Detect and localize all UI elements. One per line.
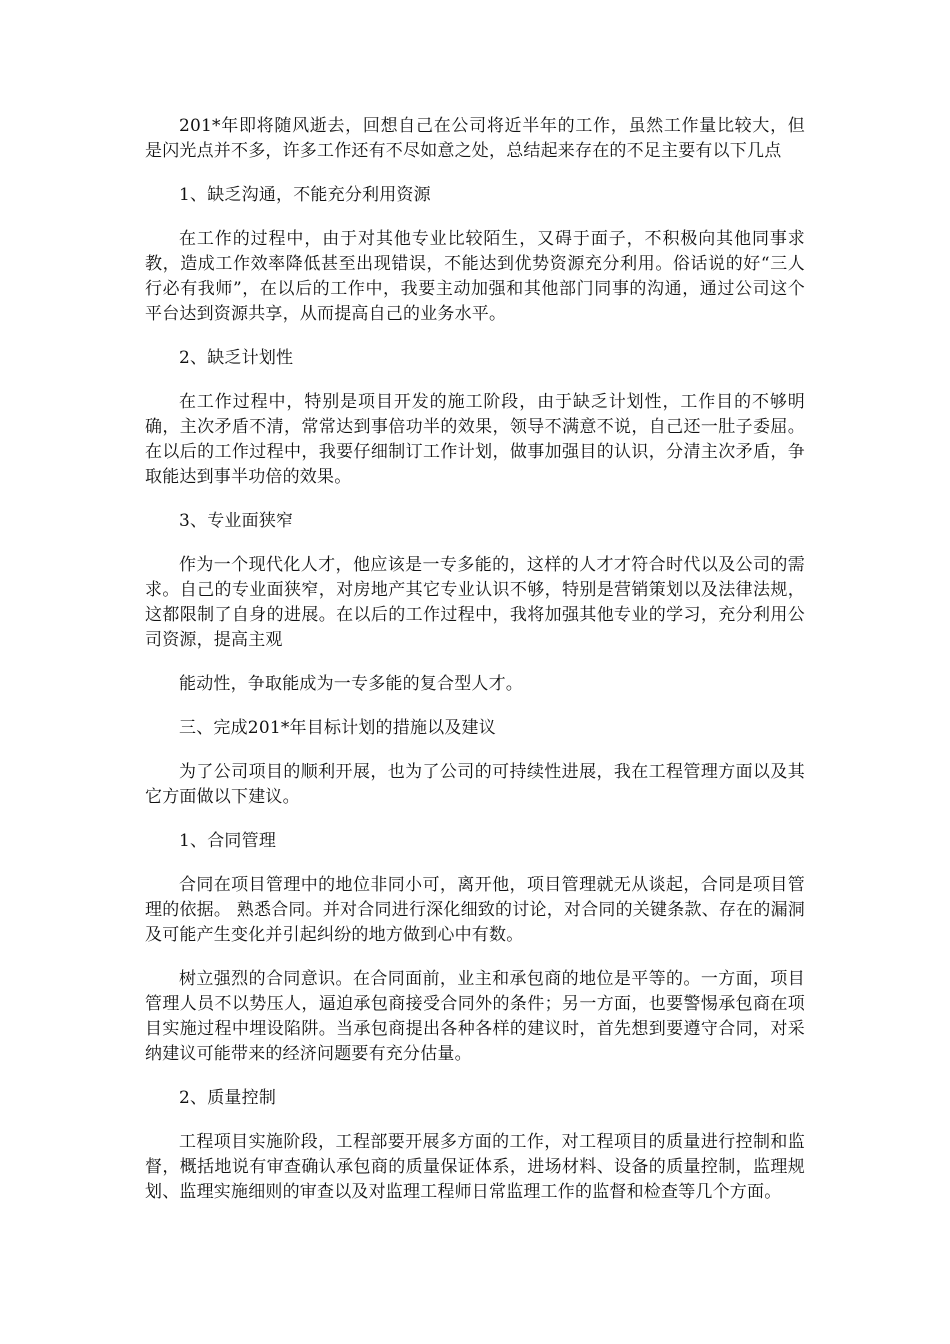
planning-paragraph: 在工作过程中，特别是项目开发的施工阶段，由于缺乏计划性，工作目的不够明确，主次矛盾不清，常常达到事倍功半的效果，领导不满意不说，自己还一肚子委屈。在以后的工作过程中，我要仔细制订工作计划，做事加强目的认识，分清主次矛盾，争取能达到事半功倍的效果。 [145, 392, 805, 487]
section-heading-measures: 三、完成201*年目标计划的措施以及建议 [179, 718, 496, 738]
section-heading-contract: 1、合同管理 [179, 831, 277, 851]
intro-paragraph: 201*年即将随风逝去，回想自己在公司将近半年的工作，虽然工作量比较大，但是闪光点并不多，许多工作还有不尽如意之处，总结起来存在的不足主要有以下几点 [145, 116, 805, 161]
communication-paragraph: 在工作的过程中，由于对其他专业比较陌生，又碍于面子，不积极向其他同事求教，造成工作效率降低甚至出现错误，不能达到优势资源充分利用。俗话说的好“三人行必有我师”，在以后的工作中，我要主动加强和其他部门同事的沟通，通过公司这个平台达到资源共享，从而提高自己的业务水平。 [145, 229, 805, 324]
measures-paragraph: 为了公司项目的顺利开展，也为了公司的可持续性进展，我在工程管理方面以及其它方面做以下建议。 [145, 762, 805, 807]
document-body [145, 114, 805, 1224]
section-heading-planning: 2、缺乏计划性 [179, 348, 294, 368]
specialty-paragraph: 作为一个现代化人才，他应该是一专多能的，这样的人才才符合时代以及公司的需求。自己的专业面狭窄，对房地产其它专业认识不够，特别是营销策划以及法律法规，这都限制了自身的进展。在以后的工作过程中，我将加强其他专业的学习，充分利用公司资源，提高主观 [145, 555, 805, 650]
contract-paragraph: 合同在项目管理中的地位非同小可，离开他，项目管理就无从谈起，合同是项目管理的依据。 熟悉合同。并对合同进行深化细致的讨论，对合同的关键条款、存在的漏洞及可能产生变化并引起纠纷的地方做到心中有数。 [145, 875, 805, 945]
section-heading-quality: 2、质量控制 [179, 1088, 277, 1108]
quality-paragraph: 工程项目实施阶段，工程部要开展多方面的工作，对工程项目的质量进行控制和监督，概括地说有审查确认承包商的质量保证体系，进场材料、设备的质量控制，监理规划、监理实施细则的审查以及对监理工程师日常监理工作的监督和检查等几个方面。 [145, 1132, 805, 1202]
specialty-continuation: 能动性，争取能成为一专多能的复合型人才。 [179, 674, 523, 694]
section-heading-specialty: 3、专业面狭窄 [179, 511, 294, 531]
contract-awareness-paragraph: 树立强烈的合同意识。在合同面前，业主和承包商的地位是平等的。一方面，项目管理人员不以势压人，逼迫承包商接受合同外的条件；另一方面，也要警惕承包商在项目实施过程中埋设陷阱。当承包商提出各种各样的建议时，首先想到要遵守合同，对采纳建议可能带来的经济问题要有充分估量。 [145, 969, 805, 1064]
section-heading-communication: 1、缺乏沟通，不能充分利用资源 [179, 185, 431, 205]
